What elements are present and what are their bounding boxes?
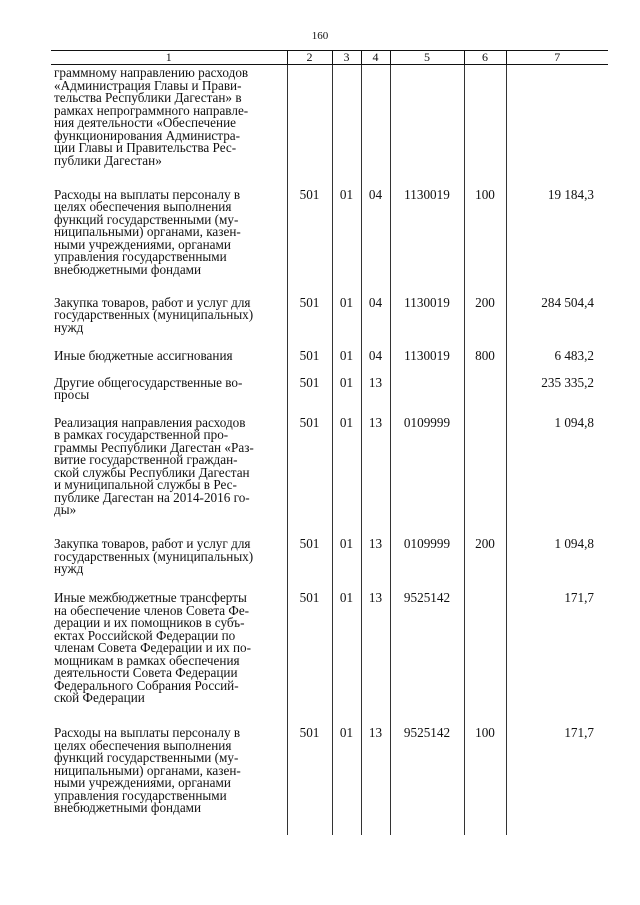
description-cell	[51, 374, 287, 417]
code-ministry-cell	[287, 65, 332, 189]
code-subsection-cell: 04	[361, 297, 390, 351]
description-line: просы	[54, 387, 90, 403]
code-target-cell: 0109999	[390, 417, 464, 538]
description-line: публики Дагестан»	[54, 152, 162, 168]
description-line: целях обеспечения выполнения	[54, 199, 232, 215]
description-line: дерации и их помощников в субъ-	[54, 615, 245, 631]
table-body	[51, 65, 608, 836]
code-subsection-cell: 04	[361, 350, 390, 377]
code-expense-type-cell: 800	[464, 350, 506, 377]
header-row	[51, 51, 608, 65]
code-subsection-cell: 13	[361, 538, 390, 592]
table-row	[51, 350, 608, 377]
code-ministry-cell: 501	[287, 538, 332, 592]
column-header: 6	[464, 51, 506, 65]
description-line: ской Федерации	[54, 690, 145, 706]
code-expense-type-cell	[464, 592, 506, 727]
code-section-cell: 01	[332, 592, 361, 727]
code-expense-type-cell	[464, 377, 506, 417]
description-cell	[51, 186, 287, 297]
table-row	[51, 189, 608, 297]
code-section-cell: 01	[332, 297, 361, 351]
table-row	[51, 727, 608, 835]
description-line: нужд	[54, 319, 84, 335]
code-target-cell	[390, 65, 464, 189]
amount-cell: 19 184,3	[506, 189, 608, 297]
description-line: ными учреждениями, органами	[54, 775, 231, 791]
code-subsection-cell: 13	[361, 417, 390, 538]
description-line: «Администрация Главы и Прави-	[54, 77, 242, 93]
amount-cell: 171,7	[506, 592, 608, 727]
amount-cell: 235 335,2	[506, 377, 608, 417]
description-line: Реализация направления расходов	[54, 414, 246, 430]
code-section-cell: 01	[332, 350, 361, 377]
description-line: членам Совета Федерации и их по-	[54, 640, 252, 656]
description-line: Закупка товаров, работ и услуг для	[54, 536, 251, 552]
code-expense-type-cell	[464, 65, 506, 189]
code-subsection-cell: 13	[361, 727, 390, 835]
code-target-cell: 0109999	[390, 538, 464, 592]
amount-cell: 284 504,4	[506, 297, 608, 351]
description-line: функций государственными (му-	[54, 211, 239, 227]
description-line: ниципальными) органами, казен-	[54, 762, 241, 778]
code-expense-type-cell: 200	[464, 297, 506, 351]
column-header: 2	[287, 51, 332, 65]
description-line: рамках непрограммного направле-	[54, 102, 249, 118]
amount-cell	[506, 65, 608, 189]
code-ministry-cell: 501	[287, 592, 332, 727]
column-header: 1	[51, 51, 287, 65]
description-line: и муниципальной службы в Рес-	[54, 477, 237, 493]
description-line: ными учреждениями, органами	[54, 236, 231, 252]
description-line: управления государственными	[54, 249, 227, 265]
description-text	[54, 186, 285, 277]
page-number: 160	[311, 30, 329, 42]
description-text	[54, 727, 285, 815]
table-row	[51, 538, 608, 592]
code-target-cell: 1130019	[390, 350, 464, 377]
description-line: функционирования Администра-	[54, 127, 241, 143]
code-ministry-cell: 501	[287, 727, 332, 835]
description-text	[54, 414, 285, 518]
description-line: мощникам в рамках обеспечения	[54, 652, 240, 668]
description-line: ции Главы и Правительства Рес-	[54, 140, 237, 155]
code-expense-type-cell: 200	[464, 538, 506, 592]
description-line: Иные межбюджетные трансферты	[54, 590, 247, 606]
column-header: 4	[361, 51, 390, 65]
code-expense-type-cell: 100	[464, 727, 506, 835]
description-text	[54, 294, 285, 335]
description-line: витие государственной граждан-	[54, 452, 238, 468]
description-line: Иные бюджетные ассигнования	[54, 348, 233, 364]
table-row	[51, 297, 608, 351]
description-cell	[51, 414, 287, 538]
code-subsection-cell: 04	[361, 189, 390, 297]
description-line: Расходы на выплаты персоналу в	[54, 725, 241, 741]
column-header: 3	[332, 51, 361, 65]
amount-cell: 6 483,2	[506, 350, 608, 377]
code-target-cell: 1130019	[390, 297, 464, 351]
description-line: в рамках государственной про-	[54, 427, 229, 443]
description-cell	[51, 350, 287, 377]
column-header: 5	[390, 51, 464, 65]
code-section-cell: 01	[332, 189, 361, 297]
code-expense-type-cell: 100	[464, 189, 506, 297]
description-line: ды»	[54, 502, 77, 518]
description-text	[54, 538, 285, 576]
description-text	[54, 592, 285, 705]
description-text	[54, 350, 285, 363]
description-cell	[51, 538, 287, 592]
description-line: внебюджетными фондами	[54, 261, 202, 277]
description-line: Расходы на выплаты персоналу в	[54, 186, 241, 202]
description-line: нужд	[54, 561, 84, 577]
description-line: публике Дагестан на 2014-2016 го-	[54, 489, 250, 505]
code-section-cell: 01	[332, 377, 361, 417]
description-cell	[51, 592, 287, 727]
code-target-cell: 1130019	[390, 189, 464, 297]
description-line: на обеспечение членов Совета Фе-	[54, 602, 250, 618]
code-expense-type-cell	[464, 417, 506, 538]
description-line: Другие общегосударственные во-	[54, 374, 243, 390]
description-line: государственных (муниципальных)	[54, 548, 254, 564]
code-target-cell: 9525142	[390, 592, 464, 727]
code-ministry-cell: 501	[287, 417, 332, 538]
code-section-cell: 01	[332, 417, 361, 538]
code-target-cell	[390, 377, 464, 417]
amount-cell: 171,7	[506, 727, 608, 835]
description-line: тельства Республики Дагестан» в	[54, 90, 242, 105]
description-line: управления государственными	[54, 787, 227, 803]
description-line: целях обеспечения выполнения	[54, 737, 232, 753]
description-line: граммы Республики Дагестан «Раз-	[54, 439, 254, 455]
description-line: ниципальными) органами, казен-	[54, 224, 241, 240]
description-line: государственных (муниципальных)	[54, 307, 254, 323]
column-header: 7	[506, 51, 608, 65]
amount-cell: 1 094,8	[506, 417, 608, 538]
code-section-cell: 01	[332, 538, 361, 592]
description-line: деятельности Совета Федерации	[54, 665, 238, 681]
description-cell	[51, 65, 287, 189]
table-row	[51, 592, 608, 727]
description-text	[54, 67, 285, 167]
description-line: внебюджетными фондами	[54, 800, 202, 816]
budget-table	[51, 50, 608, 835]
description-line: функций государственными (му-	[54, 750, 239, 766]
description-cell	[51, 727, 287, 835]
description-line: граммному направлению расходов	[54, 65, 249, 80]
code-ministry-cell: 501	[287, 189, 332, 297]
table-row	[51, 417, 608, 538]
code-subsection-cell: 13	[361, 592, 390, 727]
code-subsection-cell	[361, 65, 390, 189]
code-ministry-cell: 501	[287, 350, 332, 377]
code-section-cell	[332, 65, 361, 189]
description-text	[54, 374, 285, 403]
description-line: Федерального Собрания Россий-	[54, 677, 239, 693]
table-row	[51, 65, 608, 189]
table-row	[51, 377, 608, 417]
code-section-cell: 01	[332, 727, 361, 835]
code-target-cell: 9525142	[390, 727, 464, 835]
description-line: ектах Российской Федерации по	[54, 627, 236, 643]
description-line: Закупка товаров, работ и услуг для	[54, 294, 251, 310]
description-line: ния деятельности «Обеспечение	[54, 115, 236, 130]
amount-cell: 1 094,8	[506, 538, 608, 592]
code-subsection-cell: 13	[361, 377, 390, 417]
description-cell	[51, 294, 287, 351]
description-line: ской службы Республики Дагестан	[54, 464, 250, 480]
code-ministry-cell: 501	[287, 297, 332, 351]
code-ministry-cell: 501	[287, 377, 332, 417]
